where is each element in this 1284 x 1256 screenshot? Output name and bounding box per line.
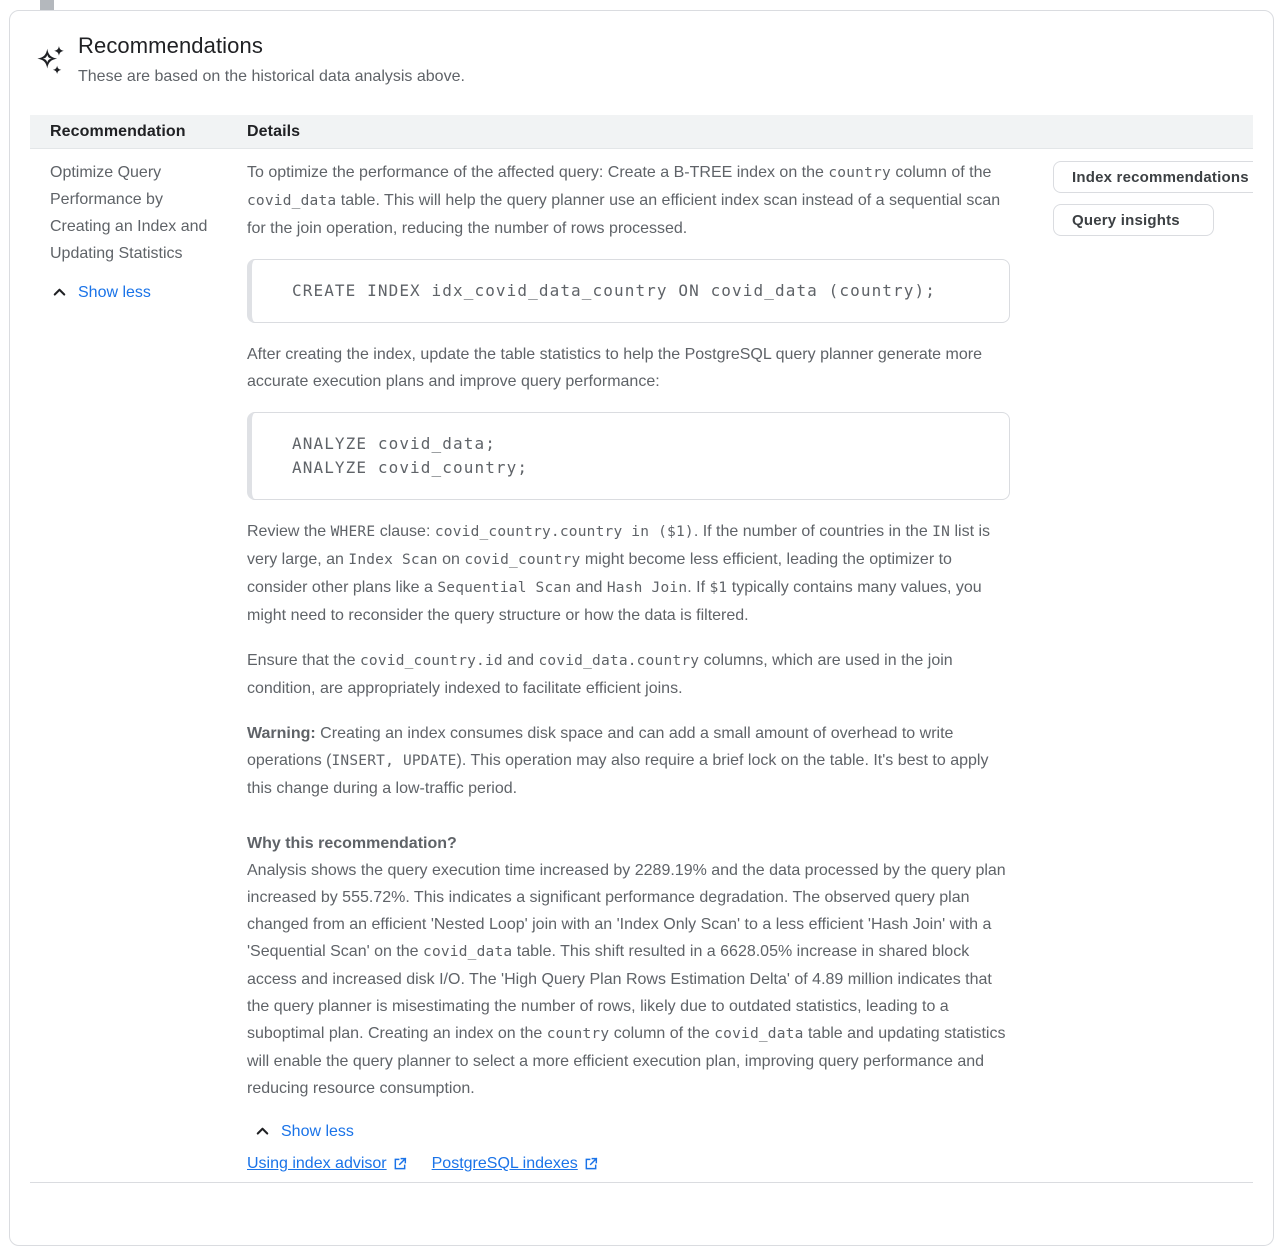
column-header-recommendation: Recommendation [50, 122, 186, 140]
link-label: Using index advisor [247, 1155, 387, 1172]
query-insights-button[interactable]: Query insights [1053, 204, 1214, 236]
card-header [10, 11, 1273, 89]
details-review-where-paragraph: Review the WHERE clause: covid_country.country in ($1). If the number of countries in the IN list is very large, an Index Scan on covid_country might become less efficient, leading the optimizer to consider other plans like a Sequential Scan and Hash Join. If $1 typically contains many values, you might need to reconsider the query structure or how the data is filtered. [247, 523, 991, 624]
details-warning-paragraph: Warning: Creating an index consumes disk space and can add a small amount of overhead to write operations (INSERT, UPDATE). This operation may also require a brief lock on the table. It's best to apply this change during a low-traffic period. [247, 725, 989, 797]
column-header-details: Details [247, 122, 301, 140]
show-less-label: Show less [78, 283, 151, 301]
details-after-index-paragraph: After creating the index, update the table statistics to help the PostgreSQL query planner generate more accurate execution plans and improve query performance: [247, 346, 982, 390]
sql-code-line: ANALYZE covid_country; [292, 458, 529, 477]
show-less-label: Show less [281, 1122, 354, 1140]
recommendations-table [30, 115, 1253, 1183]
chevron-up-icon [253, 1122, 272, 1141]
actions-cell [1053, 159, 1253, 1173]
show-less-button-bottom[interactable] [253, 1122, 354, 1141]
gemini-sparkle-icon [36, 43, 66, 77]
link-postgresql-indexes[interactable] [432, 1155, 599, 1173]
details-ensure-columns-paragraph: Ensure that the covid_country.id and covid_data.country columns, which are used in the join condition, are appropriately indexed to facilitate efficient joins. [247, 652, 953, 697]
details-cell [247, 159, 1053, 1173]
recommendations-card [9, 10, 1274, 1246]
details-intro-paragraph: To optimize the performance of the affected query: Create a B-TREE index on the country column of the covid_data table. This will help the query planner use an efficient index scan instead of a sequential scan for the join operation, reducing the number of rows processed. [247, 164, 1001, 237]
sql-code-block-analyze [247, 412, 1010, 500]
page-subtitle: These are based on the historical data analysis above. [78, 68, 465, 85]
chevron-up-icon [50, 283, 69, 302]
documentation-links [247, 1155, 1010, 1173]
scroll-notch [40, 0, 54, 10]
external-link-icon [583, 1156, 599, 1172]
external-link-icon [392, 1156, 408, 1172]
page-title: Recommendations [78, 33, 263, 58]
why-recommendation-heading: Why this recommendation? [247, 835, 457, 852]
table-header-row [30, 115, 1253, 149]
index-recommendations-button[interactable]: Index recommendations [1053, 161, 1253, 193]
why-recommendation-body: Analysis shows the query execution time increased by 2289.19% and the data processed by the query plan increased by 555.72%. This indicates a significant performance degradation. The observed query plan changed from an efficient 'Nested Loop' join with an 'Index Only Scan' to a less efficient 'Hash Join' with a 'Sequential Scan' on the covid_data table. This shift resulted in a 6628.05% increase in shared block access and increased disk I/O. The 'High Query Plan Rows Estimation Delta' of 4.89 million indicates that the query planner is misestimating the number of rows, likely due to outdated statistics, leading to a suboptimal plan. Creating an index on the country column of the covid_data table and updating statistics will enable the query planner to select a more efficient execution plan, improving query performance and reducing resource consumption. [247, 862, 1006, 1097]
show-less-button-top[interactable] [50, 283, 151, 302]
sql-code-line: ANALYZE covid_data; [292, 434, 496, 453]
recommendation-cell [30, 159, 247, 1173]
link-using-index-advisor[interactable] [247, 1155, 408, 1173]
table-row [30, 149, 1253, 1183]
recommendation-title: Optimize Query Performance by Creating an Index and Updating Statistics [50, 164, 208, 262]
link-label: PostgreSQL indexes [431, 1155, 578, 1172]
sql-code-line: CREATE INDEX idx_covid_data_country ON covid_data (country); [292, 281, 936, 300]
sql-code-block-create-index [247, 259, 1010, 323]
